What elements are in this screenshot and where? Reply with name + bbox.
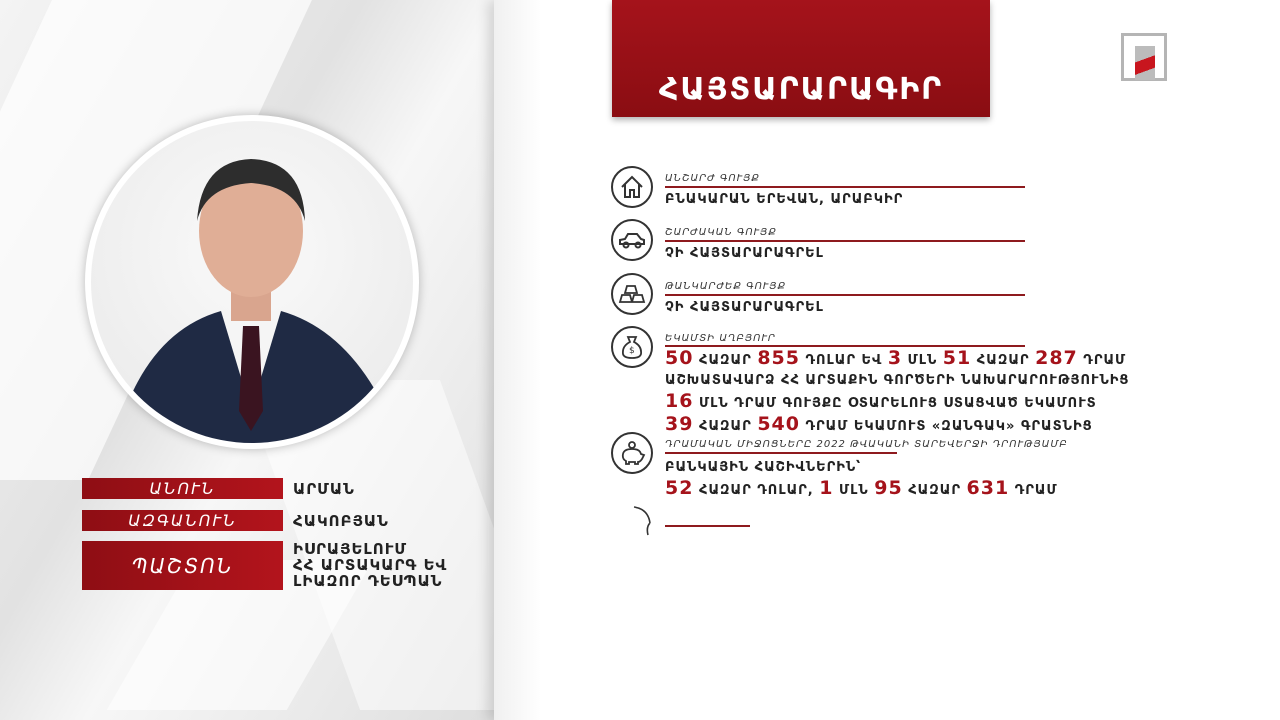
amount-number: 540 xyxy=(757,413,800,435)
amount-number: 39 xyxy=(665,413,694,435)
house-icon xyxy=(611,166,653,208)
piggy-bank-icon xyxy=(611,432,653,474)
amount-number: 855 xyxy=(757,347,800,369)
cash-caption: ԴՐԱՄԱԿԱՆ ՄԻՋՈՑՆԵՐԸ 2022 ԹՎԱԿԱՆԻ ՏԱՐԵՎԵՐՋԻ ԴՐՈՒԹՅԱՄԲ xyxy=(665,439,1068,450)
page-title: ՀԱՅՏԱՐԱՐԱԳԻՐ xyxy=(658,72,944,107)
position-line: ԻՍՐԱՅԵԼՈՒՄ xyxy=(293,540,408,558)
amount-text: ԴՈԼԱՐ ԵՎ xyxy=(799,353,888,368)
amount-text: ՀԱԶԱՐ ԴՈԼԱՐ, xyxy=(693,483,820,498)
car-icon xyxy=(611,219,653,261)
amount-number: 1 xyxy=(819,477,834,499)
income-line xyxy=(665,348,1129,371)
divider xyxy=(665,294,1025,296)
valuables-caption: ԹԱՆԿԱՐԺԵՔ ԳՈՒՅՔ xyxy=(665,281,787,292)
valuables-value: ՉԻ ՀԱՅՏԱՐԱՐԱԳՐԵԼ xyxy=(665,300,824,315)
amount-text: ԴՐԱՄ xyxy=(1009,483,1058,498)
divider xyxy=(665,186,1025,188)
name-label: ԱՆՈՒՆ xyxy=(82,478,283,499)
amount-text: ՄԼՆ xyxy=(902,353,943,368)
position-line: ՀՀ ԱՐՏԱԿԱՐԳ ԵՎ xyxy=(293,556,448,574)
movable-property-caption: ՇԱՐԺԱԿԱՆ ԳՈՒՅՔ xyxy=(665,227,777,238)
amount-number: 52 xyxy=(665,477,694,499)
amount-text: ՀԱԶԱՐ xyxy=(971,353,1036,368)
svg-text:$: $ xyxy=(629,346,635,356)
surname-value: ՀԱԿՈԲՅԱՆ xyxy=(293,512,389,530)
amount-text: ՀԱԶԱՐ xyxy=(902,483,967,498)
movable-property-value: ՉԻ ՀԱՅՏԱՐԱՐԱԳՐԵԼ xyxy=(665,246,824,261)
amount-number: 3 xyxy=(887,347,903,369)
cash-details xyxy=(665,458,1058,501)
amount-number: 50 xyxy=(665,347,694,369)
page-title-banner xyxy=(612,0,990,117)
money-bag-icon xyxy=(611,326,653,368)
amount-number: 631 xyxy=(966,477,1010,499)
channel-logo xyxy=(1121,33,1167,81)
amount-text: ՀԱԶԱՐ xyxy=(693,353,758,368)
portrait-photo xyxy=(85,115,419,449)
gold-bars-icon xyxy=(611,273,653,315)
amount-text: ՀԱԶԱՐ xyxy=(693,419,758,434)
cash-line xyxy=(665,458,1058,478)
partial-icon xyxy=(632,505,656,537)
divider xyxy=(665,240,1025,242)
amount-number: 95 xyxy=(874,477,903,499)
income-caption: ԵԿԱՄՏԻ ԱՂԲՅՈՒՐ xyxy=(665,333,776,344)
real-estate-caption: ԱՆՇԱՐԺ ԳՈՒՅՔ xyxy=(665,173,760,184)
position-label: ՊԱՇՏՈՆ xyxy=(82,541,283,590)
real-estate-value: ԲՆԱԿԱՐԱՆ ԵՐԵՎԱՆ, ԱՐԱԲԿԻՐ xyxy=(665,192,904,207)
name-value: ԱՐՄԱՆ xyxy=(293,480,355,498)
amount-number: 51 xyxy=(942,347,972,369)
divider xyxy=(665,525,750,527)
amount-number: 287 xyxy=(1035,347,1078,369)
amount-text: ԴՐԱՄ ԵԿԱՄՈՒՏ «ԶԱՆԳԱԿ» ԳՐԱՏՆԻՑ xyxy=(799,419,1093,434)
income-line xyxy=(665,414,1129,437)
income-line xyxy=(665,391,1129,414)
amount-text: ԲԱՆԿԱՅԻՆ ՀԱՇԻՎՆԵՐԻՆ՝ xyxy=(665,460,862,475)
income-details xyxy=(665,348,1129,437)
amount-text: ՄԼՆ ԴՐԱՄ ԳՈՒՅՔԸ ՕՏԱՐԵԼՈՒՑ ՍՏԱՑՎԱԾ ԵԿԱՄՈՒՏ xyxy=(693,396,1097,411)
amount-number: 16 xyxy=(665,390,694,412)
surname-label: ԱԶԳԱՆՈՒՆ xyxy=(82,510,283,531)
amount-text: ՄԼՆ xyxy=(833,483,875,498)
divider xyxy=(665,452,897,454)
income-line xyxy=(665,371,1129,391)
amount-text: ԴՐԱՄ xyxy=(1077,353,1127,368)
position-line: ԼԻԱԶՈՐ ԴԵՍՊԱՆ xyxy=(293,572,443,590)
amount-text: ԱՇԽԱՏԱՎԱՐՁ ՀՀ ԱՐՏԱՔԻՆ ԳՈՐԾԵՐԻ ՆԱԽԱՐԱՐՈՒԹՅՈՒՆԻՑ xyxy=(665,373,1130,388)
cash-line xyxy=(665,478,1058,501)
position-value xyxy=(293,541,447,589)
